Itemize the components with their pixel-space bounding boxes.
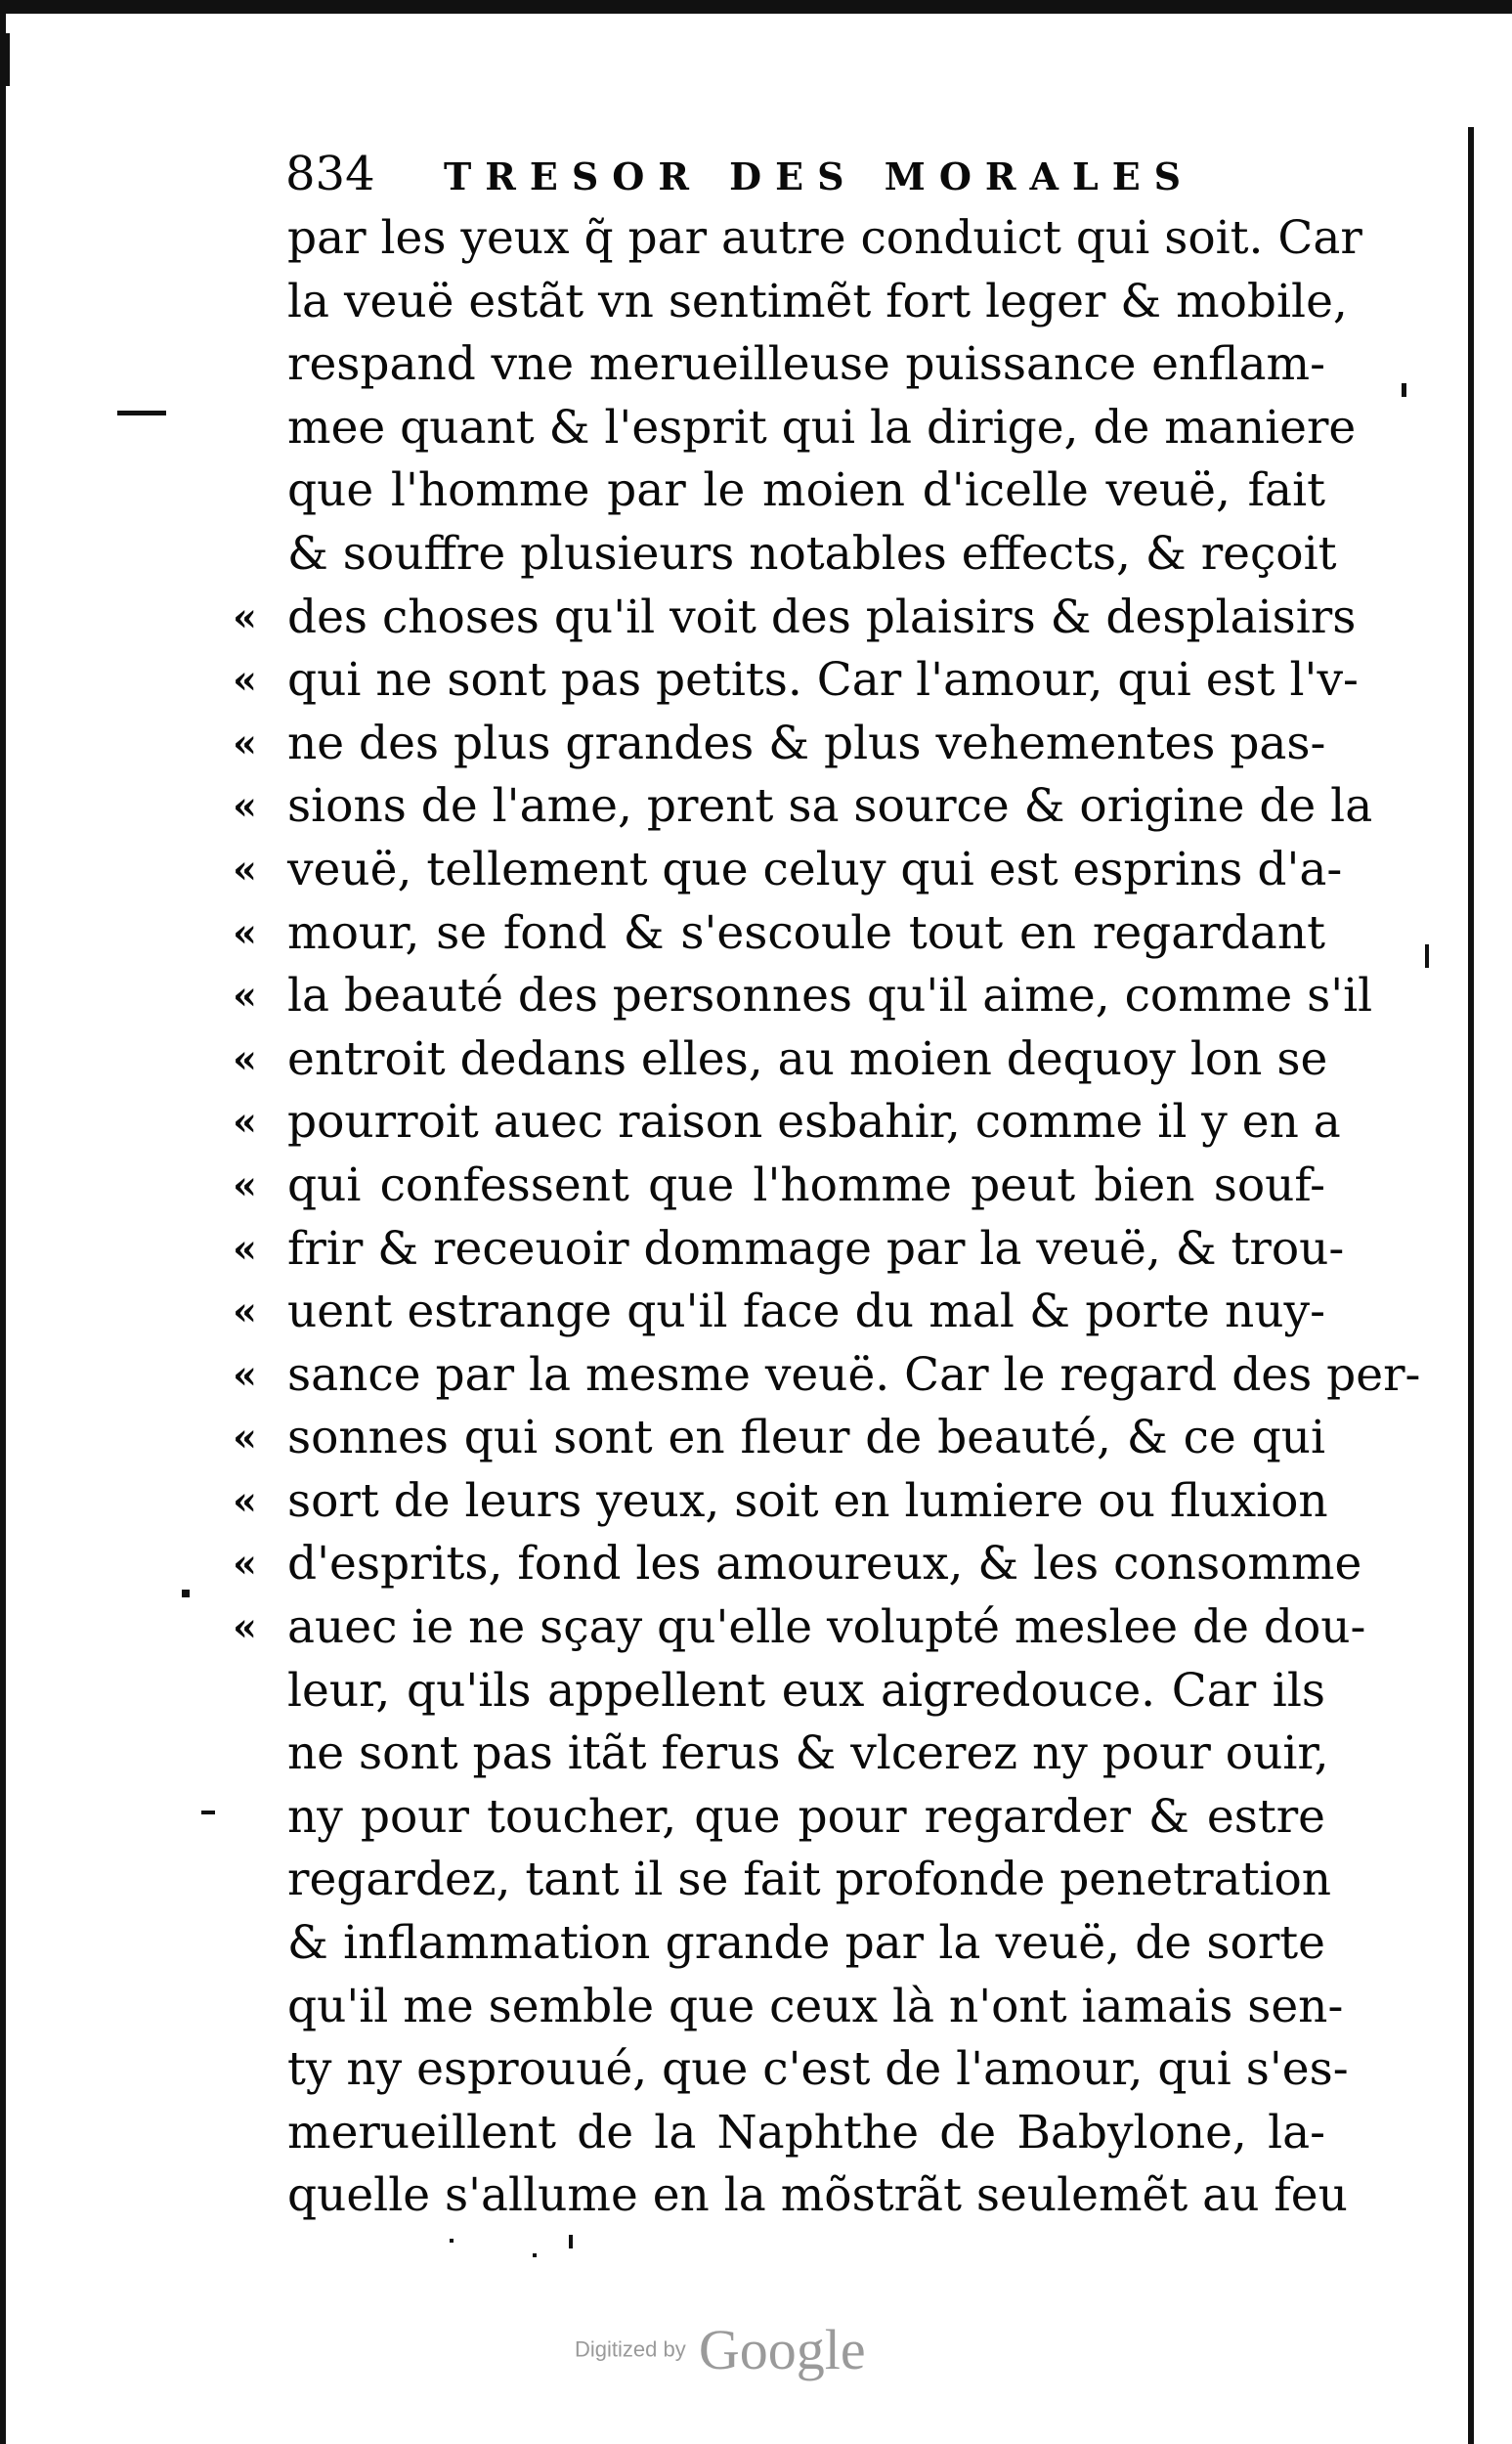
text-line bbox=[287, 397, 1357, 460]
line-text: par les yeux q̃ par autre conduict qui soit. Car bbox=[287, 211, 1362, 265]
running-title: TRESOR DES MORALES bbox=[444, 154, 1195, 198]
line-text: ty ny esprouué, que c'est de l'amour, qui s'es- bbox=[287, 2042, 1349, 2097]
margin-dash-mark bbox=[201, 1811, 215, 1814]
line-text: des choses qu'il voit des plaisirs & desplaisirs bbox=[287, 589, 1357, 644]
line-text: entroit dedans elles, au moien dequoy lon se bbox=[287, 1031, 1328, 1086]
text-line bbox=[233, 839, 1343, 902]
text-line bbox=[287, 2102, 1325, 2165]
scan-left-border bbox=[0, 0, 6, 2444]
line-text: mee quant & l'esprit qui la dirige, de maniere bbox=[287, 400, 1357, 455]
text-line bbox=[287, 1786, 1325, 1850]
line-text: regardez, tant il se fait profonde penetration bbox=[287, 1853, 1332, 1907]
line-text: qu'il me semble que ceux là n'ont iamais sen- bbox=[287, 1979, 1344, 2033]
line-text: ny pour toucher, que pour regarder & estre bbox=[287, 1789, 1325, 1844]
quotation-mark: « bbox=[233, 846, 257, 893]
quotation-mark: « bbox=[233, 1099, 257, 1146]
line-text: ne des plus grandes & plus vehementes pas- bbox=[287, 716, 1326, 770]
quotation-mark: « bbox=[233, 1351, 257, 1398]
quotation-mark: « bbox=[233, 1161, 257, 1208]
line-text: & inflammation grande par la veuë, de sorte bbox=[287, 1916, 1325, 1971]
quotation-mark: « bbox=[233, 783, 257, 830]
quotation-mark: « bbox=[233, 1604, 257, 1651]
text-line bbox=[287, 207, 1362, 271]
margin-dot-mark bbox=[182, 1590, 190, 1597]
quotation-mark: « bbox=[233, 720, 257, 766]
quotation-mark: « bbox=[233, 593, 257, 640]
margin-dot-mark bbox=[1402, 383, 1406, 397]
text-line bbox=[287, 523, 1337, 587]
text-line bbox=[233, 1155, 1325, 1218]
google-logo-text: Google bbox=[698, 2318, 866, 2381]
text-line bbox=[233, 1533, 1362, 1596]
margin-dot-mark bbox=[1425, 944, 1429, 968]
text-line bbox=[233, 713, 1326, 776]
line-text: merueillent de la Naphthe de Babylone, la- bbox=[287, 2105, 1325, 2160]
text-line bbox=[233, 902, 1325, 966]
line-text: la veuë estãt vn sentimẽt fort leger & mobile, bbox=[287, 274, 1348, 328]
text-line bbox=[233, 1596, 1366, 1660]
quotation-mark: « bbox=[233, 1415, 257, 1462]
text-line bbox=[287, 1976, 1344, 2039]
quotation-mark: « bbox=[233, 1477, 257, 1524]
line-text: sance par la mesme veuë. Car le regard des per- bbox=[287, 1347, 1421, 1402]
line-text: sonnes qui sont en fleur de beauté, & ce qui bbox=[287, 1411, 1325, 1465]
text-line bbox=[287, 1912, 1325, 1976]
line-text: qui ne sont pas petits. Car l'amour, qui est l'v- bbox=[287, 653, 1359, 708]
line-text: pourroit auec raison esbahir, comme il y en a bbox=[287, 1095, 1341, 1150]
line-text: mour, se fond & s'escoule tout en regardant bbox=[287, 905, 1325, 960]
quotation-mark: « bbox=[233, 1035, 257, 1082]
line-text: frir & receuoir dommage par la veuë, & trou- bbox=[287, 1221, 1345, 1276]
line-text: & souffre plusieurs notables effects, & reçoit bbox=[287, 526, 1337, 581]
line-text: sions de l'ame, prent sa source & origine de la bbox=[287, 779, 1373, 834]
page-header bbox=[285, 145, 1321, 203]
text-line bbox=[287, 1660, 1325, 1724]
line-text: quelle s'allume en la mõstrãt seulemẽt au feu bbox=[287, 2168, 1348, 2223]
line-text: sort de leurs yeux, soit en lumiere ou fluxion bbox=[287, 1473, 1328, 1528]
text-line bbox=[287, 459, 1325, 523]
quotation-mark: « bbox=[233, 657, 257, 704]
digitized-by-text: Digitized by bbox=[575, 2336, 686, 2362]
text-line bbox=[287, 2038, 1349, 2102]
digitized-footer bbox=[575, 2317, 866, 2381]
line-text: que l'homme par le moien d'icelle veuë, fait bbox=[287, 463, 1325, 518]
text-line bbox=[233, 1470, 1328, 1534]
text-line bbox=[233, 965, 1373, 1028]
line-text: qui confessent que l'homme peut bien souf- bbox=[287, 1157, 1325, 1212]
scan-left-mark bbox=[4, 33, 10, 86]
text-line bbox=[233, 775, 1373, 839]
line-text: ne sont pas itãt ferus & vlcerez ny pour ouir, bbox=[287, 1726, 1329, 1781]
text-line bbox=[287, 1849, 1332, 1912]
quotation-mark: « bbox=[233, 1288, 257, 1335]
text-line bbox=[287, 2164, 1348, 2228]
margin-dot-mark bbox=[533, 2253, 537, 2257]
text-line bbox=[233, 1028, 1328, 1092]
text-line bbox=[233, 1344, 1421, 1408]
line-text: respand vne merueilleuse puissance enflam- bbox=[287, 337, 1325, 392]
scan-right-border bbox=[1468, 127, 1474, 2444]
line-text: d'esprits, fond les amoureux, & les consomme bbox=[287, 1537, 1362, 1592]
text-line bbox=[233, 1407, 1325, 1470]
margin-dot-mark bbox=[450, 2239, 454, 2243]
quotation-mark: « bbox=[233, 1225, 257, 1272]
line-text: la beauté des personnes qu'il aime, comme s'il bbox=[287, 969, 1373, 1024]
line-text: auec ie ne sçay qu'elle volupté meslee de dou- bbox=[287, 1600, 1366, 1655]
body-text bbox=[233, 207, 1421, 2228]
page-number: 834 bbox=[285, 147, 375, 201]
text-line bbox=[287, 333, 1325, 397]
quotation-mark: « bbox=[233, 909, 257, 956]
text-line bbox=[287, 1723, 1329, 1786]
scan-top-border bbox=[0, 0, 1512, 14]
line-text: leur, qu'ils appellent eux aigredouce. Car ils bbox=[287, 1663, 1325, 1718]
margin-dash-mark bbox=[117, 411, 166, 415]
text-line bbox=[233, 1091, 1341, 1155]
text-line bbox=[233, 587, 1357, 650]
line-text: uent estrange qu'il face du mal & porte nuy- bbox=[287, 1285, 1325, 1339]
text-line bbox=[233, 1281, 1325, 1344]
line-text: veuë, tellement que celuy qui est esprins d'a- bbox=[287, 842, 1343, 896]
quotation-mark: « bbox=[233, 1541, 257, 1588]
text-line bbox=[233, 649, 1359, 713]
text-line bbox=[233, 1218, 1345, 1282]
text-line bbox=[287, 271, 1348, 334]
margin-dot-mark bbox=[569, 2235, 573, 2248]
quotation-mark: « bbox=[233, 973, 257, 1020]
